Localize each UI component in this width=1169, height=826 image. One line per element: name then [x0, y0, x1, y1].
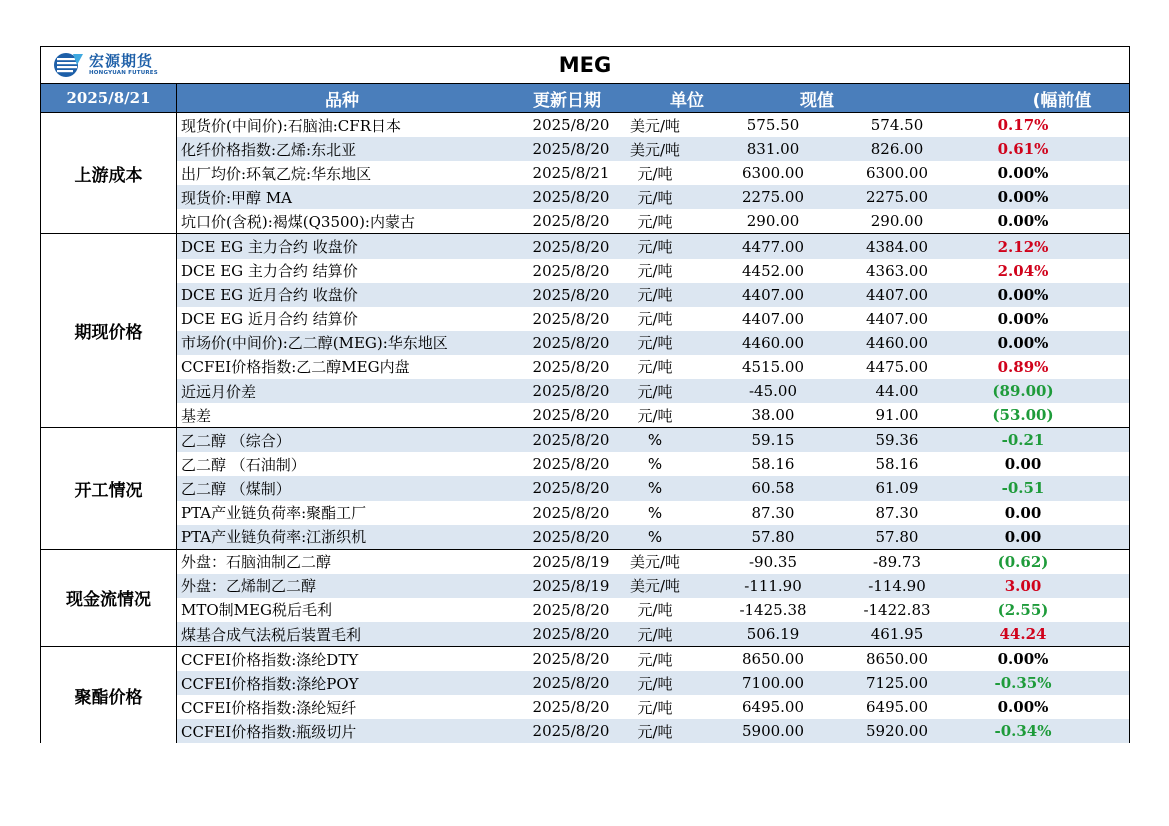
current-value: 57.80	[751, 527, 795, 546]
update-date: 2025/8/20	[532, 285, 610, 304]
section-3	[41, 550, 1129, 647]
indicator-name: DCE EG 近月合约 结算价	[181, 310, 358, 329]
change-value: 0.00%	[997, 650, 1049, 669]
update-date: 2025/8/20	[532, 479, 610, 498]
table-row	[177, 598, 1129, 622]
unit: 元/吨	[637, 310, 673, 329]
previous-value: 87.30	[875, 503, 919, 522]
current-value: 4407.00	[741, 309, 805, 328]
unit: 元/吨	[637, 358, 673, 377]
change-value: (89.00)	[992, 382, 1054, 401]
indicator-name: 乙二醇 （石油制）	[181, 455, 306, 474]
current-value: -1425.38	[739, 600, 807, 619]
unit: 元/吨	[637, 625, 673, 644]
indicator-name: MTO制MEG税后毛利	[181, 601, 332, 620]
update-date: 2025/8/20	[532, 309, 610, 328]
update-date: 2025/8/20	[532, 503, 610, 522]
table-row	[177, 671, 1129, 695]
update-date: 2025/8/20	[532, 212, 610, 231]
indicator-name: 煤基合成气法税后装置毛利	[181, 625, 362, 644]
previous-value: 2275.00	[865, 188, 929, 207]
table-row	[177, 259, 1129, 283]
indicator-name: 近远月价差	[181, 382, 257, 401]
unit: 元/吨	[637, 722, 673, 741]
change-value: 0.17%	[997, 116, 1049, 135]
current-value: 2275.00	[741, 188, 805, 207]
previous-value: 59.36	[875, 431, 919, 450]
change-value: 0.00%	[997, 309, 1049, 328]
update-date: 2025/8/20	[532, 116, 610, 135]
change-value: -0.34%	[994, 722, 1052, 741]
unit: 元/吨	[637, 238, 673, 257]
logo-chinese-text: 宏源期货	[89, 51, 154, 70]
update-date: 2025/8/20	[532, 237, 610, 256]
indicator-name: 外盘：乙烯制乙二醇	[181, 577, 317, 596]
change-value: 3.00	[1004, 576, 1042, 595]
update-date: 2025/8/21	[532, 164, 610, 183]
column-header-unit: 单位	[670, 90, 704, 111]
column-header-current: 现值	[800, 90, 834, 111]
unit: 元/吨	[637, 212, 673, 231]
table-row	[177, 355, 1129, 379]
previous-value: 7125.00	[865, 674, 929, 693]
change-value: 0.00	[1004, 527, 1042, 546]
section-0	[41, 113, 1129, 234]
column-header-change: (幅前值	[1032, 90, 1092, 111]
previous-value: 4407.00	[865, 285, 929, 304]
change-value: 0.00%	[997, 285, 1049, 304]
indicator-name: 基差	[181, 406, 212, 425]
current-value: 4407.00	[741, 285, 805, 304]
previous-value: 4460.00	[865, 333, 929, 352]
update-date: 2025/8/20	[532, 527, 610, 546]
indicator-name: PTA产业链负荷率:聚酯工厂	[181, 504, 367, 523]
previous-value: -89.73	[872, 552, 921, 571]
section-rows	[177, 550, 1129, 646]
previous-value: 58.16	[875, 455, 919, 474]
current-value: 5900.00	[741, 722, 805, 741]
change-value: (2.55)	[997, 600, 1049, 619]
table-row	[177, 209, 1129, 233]
section-rows	[177, 647, 1129, 743]
unit: %	[647, 503, 663, 522]
table-row	[177, 137, 1129, 161]
unit: 元/吨	[637, 601, 673, 620]
update-date: 2025/8/20	[532, 455, 610, 474]
update-date: 2025/8/20	[532, 625, 610, 644]
current-value: 6300.00	[741, 164, 805, 183]
current-value: 4515.00	[741, 357, 805, 376]
unit: 元/吨	[637, 674, 673, 693]
table-row	[177, 403, 1129, 427]
current-value: 7100.00	[741, 674, 805, 693]
indicator-name: 市场价(中间价):乙二醇(MEG):华东地区	[181, 334, 448, 353]
update-date: 2025/8/20	[532, 722, 610, 741]
table-row	[177, 331, 1129, 355]
change-value: 0.00%	[997, 164, 1049, 183]
previous-value: -114.90	[868, 576, 926, 595]
change-value: 0.00%	[997, 212, 1049, 231]
update-date: 2025/8/20	[532, 431, 610, 450]
unit: 元/吨	[637, 164, 673, 183]
indicator-name: DCE EG 主力合约 结算价	[181, 262, 358, 281]
table-row	[177, 283, 1129, 307]
previous-value: 5920.00	[865, 722, 929, 741]
update-date: 2025/8/20	[532, 333, 610, 352]
table-row	[177, 574, 1129, 598]
unit: %	[647, 431, 663, 450]
current-value: 8650.00	[741, 650, 805, 669]
indicator-name: 乙二醇 （综合）	[181, 431, 291, 450]
section-label: 期现价格	[41, 234, 177, 427]
section-4	[41, 647, 1129, 743]
previous-value: 290.00	[870, 212, 924, 231]
unit: 美元/吨	[629, 116, 681, 135]
report-date: 2025/8/21	[41, 84, 177, 112]
table-row	[177, 234, 1129, 258]
previous-value: 6495.00	[865, 698, 929, 717]
table-row	[177, 622, 1129, 646]
change-value: -0.21	[1001, 431, 1045, 450]
indicator-name: 乙二醇 （煤制）	[181, 479, 291, 498]
unit: 美元/吨	[629, 577, 681, 596]
previous-value: 4363.00	[865, 261, 929, 280]
section-rows	[177, 113, 1129, 233]
table-row	[177, 185, 1129, 209]
table-row	[177, 476, 1129, 500]
previous-value: 61.09	[875, 479, 919, 498]
table-row	[177, 719, 1129, 743]
change-value: 0.00%	[997, 698, 1049, 717]
change-value: 0.00%	[997, 188, 1049, 207]
current-value: 60.58	[751, 479, 795, 498]
change-value: -0.35%	[994, 674, 1052, 693]
previous-value: 8650.00	[865, 650, 929, 669]
previous-value: 57.80	[875, 527, 919, 546]
table-row	[177, 452, 1129, 476]
section-label: 开工情况	[41, 428, 177, 548]
table-row	[177, 501, 1129, 525]
section-label: 聚酯价格	[41, 647, 177, 743]
unit: %	[647, 527, 663, 546]
current-value: -90.35	[748, 552, 797, 571]
indicator-name: CCFEI价格指数:涤纶POY	[181, 674, 359, 693]
current-value: 575.50	[746, 116, 800, 135]
indicator-name: 坑口价(含税):褐煤(Q3500):内蒙古	[181, 212, 415, 231]
indicator-name: 现货价(中间价):石脑油:CFR日本	[181, 116, 401, 135]
table-row	[177, 113, 1129, 137]
unit: 元/吨	[637, 286, 673, 305]
page-title: MEG	[558, 53, 612, 77]
section-2	[41, 428, 1129, 549]
current-value: -111.90	[744, 576, 802, 595]
change-value: 0.89%	[997, 357, 1049, 376]
previous-value: 4475.00	[865, 357, 929, 376]
update-date: 2025/8/20	[532, 698, 610, 717]
current-value: 831.00	[746, 140, 800, 159]
update-date: 2025/8/20	[532, 140, 610, 159]
previous-value: -1422.83	[863, 600, 931, 619]
indicator-name: DCE EG 近月合约 收盘价	[181, 286, 358, 305]
section-rows	[177, 428, 1129, 548]
table-body	[41, 113, 1129, 743]
table-row	[177, 428, 1129, 452]
indicator-name: CCFEI价格指数:瓶级切片	[181, 722, 357, 741]
indicator-name: DCE EG 主力合约 收盘价	[181, 238, 358, 257]
table-row	[177, 695, 1129, 719]
title-bar	[41, 47, 1129, 84]
table-row	[177, 307, 1129, 331]
unit: 美元/吨	[629, 140, 681, 159]
current-value: 4460.00	[741, 333, 805, 352]
change-value: (53.00)	[992, 406, 1054, 425]
change-value: -0.51	[1001, 479, 1045, 498]
change-value: 0.00%	[997, 333, 1049, 352]
update-date: 2025/8/20	[532, 357, 610, 376]
current-value: 290.00	[746, 212, 800, 231]
unit: %	[647, 479, 663, 498]
previous-value: 826.00	[870, 140, 924, 159]
update-date: 2025/8/19	[532, 576, 610, 595]
indicator-name: CCFEI价格指数:涤纶短纤	[181, 698, 357, 717]
change-value: 0.00	[1004, 455, 1042, 474]
table-row	[177, 161, 1129, 185]
previous-value: 4407.00	[865, 309, 929, 328]
section-label: 现金流情况	[41, 550, 177, 646]
indicator-name: PTA产业链负荷率:江浙织机	[181, 528, 367, 547]
change-value: 0.61%	[997, 140, 1049, 159]
change-value: 44.24	[999, 625, 1047, 644]
update-date: 2025/8/19	[532, 552, 610, 571]
change-value: 0.00	[1004, 503, 1042, 522]
current-value: 4477.00	[741, 237, 805, 256]
column-header-name: 品种	[325, 90, 359, 111]
indicator-name: 外盘：石脑油制乙二醇	[181, 553, 332, 572]
update-date: 2025/8/20	[532, 600, 610, 619]
previous-value: 461.95	[870, 625, 924, 644]
previous-value: 6300.00	[865, 164, 929, 183]
previous-value: 574.50	[870, 116, 924, 135]
update-date: 2025/8/20	[532, 674, 610, 693]
unit: 美元/吨	[629, 553, 681, 572]
indicator-name: 化纤价格指数:乙烯:东北亚	[181, 140, 357, 159]
section-1	[41, 234, 1129, 428]
column-header-row	[41, 84, 1129, 113]
previous-value: 91.00	[875, 406, 919, 425]
current-value: 6495.00	[741, 698, 805, 717]
current-value: 58.16	[751, 455, 795, 474]
unit: 元/吨	[637, 698, 673, 717]
update-date: 2025/8/20	[532, 261, 610, 280]
current-value: 506.19	[746, 625, 800, 644]
indicator-name: 现货价:甲醇 MA	[181, 188, 293, 207]
section-label: 上游成本	[41, 113, 177, 233]
indicator-name: CCFEI价格指数:乙二醇MEG内盘	[181, 358, 410, 377]
change-value: 2.04%	[997, 261, 1049, 280]
previous-value: 44.00	[875, 382, 919, 401]
table-row	[177, 550, 1129, 574]
section-rows	[177, 234, 1129, 427]
update-date: 2025/8/20	[532, 382, 610, 401]
change-value: 2.12%	[997, 237, 1049, 256]
update-date: 2025/8/20	[532, 188, 610, 207]
unit: 元/吨	[637, 406, 673, 425]
indicator-name: 出厂均价:环氧乙烷:华东地区	[181, 164, 372, 183]
logo-english-text: HONGYUAN FUTURES	[89, 69, 158, 76]
previous-value: 4384.00	[865, 237, 929, 256]
current-value: 59.15	[751, 431, 795, 450]
indicator-name: CCFEI价格指数:涤纶DTY	[181, 650, 359, 669]
data-sheet	[40, 46, 1130, 743]
current-value: 4452.00	[741, 261, 805, 280]
unit: 元/吨	[637, 188, 673, 207]
unit: 元/吨	[637, 334, 673, 353]
column-header-update-date: 更新日期	[533, 90, 601, 111]
change-value: (0.62)	[997, 552, 1049, 571]
update-date: 2025/8/20	[532, 650, 610, 669]
unit: 元/吨	[637, 650, 673, 669]
update-date: 2025/8/20	[532, 406, 610, 425]
unit: %	[647, 455, 663, 474]
table-row	[177, 525, 1129, 549]
unit: 元/吨	[637, 382, 673, 401]
table-row	[177, 379, 1129, 403]
table-row	[177, 647, 1129, 671]
current-value: 38.00	[751, 406, 795, 425]
current-value: 87.30	[751, 503, 795, 522]
column-header-prev	[887, 84, 997, 112]
current-value: -45.00	[748, 382, 797, 401]
unit: 元/吨	[637, 262, 673, 281]
